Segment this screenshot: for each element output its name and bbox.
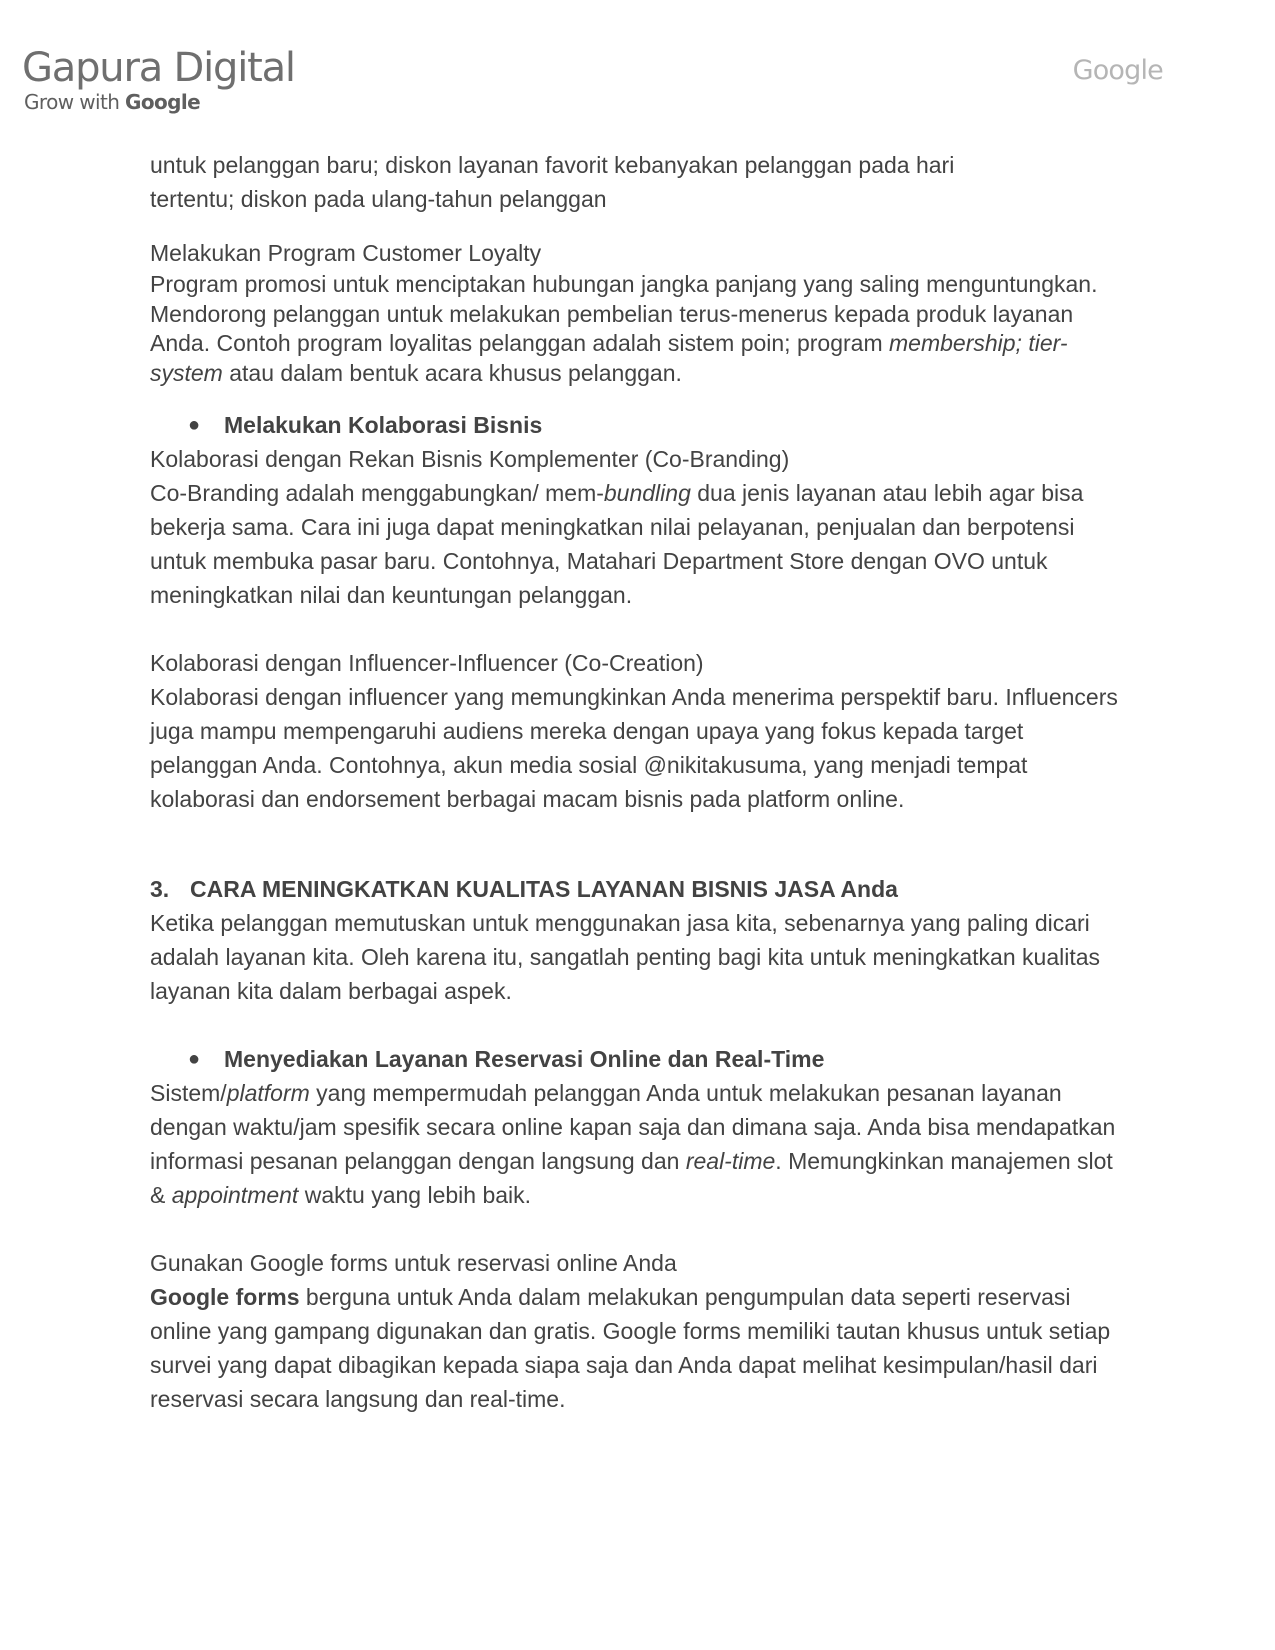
loyalty-title: Melakukan Program Customer Loyalty xyxy=(150,240,542,266)
cobranding-paragraph xyxy=(150,476,1125,612)
google-forms-title: Gunakan Google forms untuk reservasi online Anda xyxy=(150,1250,677,1276)
cocreation-title: Kolaborasi dengan Influencer-Influencer (Co-Creation) xyxy=(150,650,704,676)
reservation-text-1: Sistem/ xyxy=(150,1080,227,1106)
section-3-title: CARA MENINGKATKAN KUALITAS LAYANAN BISNIS JASA Anda xyxy=(190,876,898,902)
brand-subtitle xyxy=(24,90,295,114)
loyalty-text-1: Program promosi untuk menciptakan hubungan jangka panjang yang saling menguntungkan. Mendorong pelanggan untuk melakukan pembelian terus-menerus kepada produk layanan Anda. Contoh program loyalitas pelanggan adalah sistem poin; program xyxy=(150,271,1098,356)
cobranding-text-1: Co-Branding adalah menggabungkan/ mem- xyxy=(150,480,604,506)
section-3-paragraph: Ketika pelanggan memutuskan untuk menggunakan jasa kita, sebenarnya yang paling dicari adalah layanan kita. Oleh karena itu, sangatlah penting bagi kita untuk meningkatkan kualitas layanan kita dalam berbagai aspek. xyxy=(150,910,1101,1004)
google-forms-paragraph xyxy=(150,1280,1125,1416)
google-forms-text: berguna untuk Anda dalam melakukan pengumpulan data seperti reservasi online yang gampang digunakan dan gratis. Google forms memiliki tautan khusus untuk setiap survei yang dapat dibagikan kepada siapa saja dan Anda dapat melihat kesimpulan/hasil dari reservasi secara langsung dan real-time. xyxy=(150,1284,1111,1412)
section-3-heading xyxy=(150,872,1125,906)
loyalty-paragraph xyxy=(150,270,1125,388)
reservation-text-italic-3: appointment xyxy=(171,1182,299,1208)
google-forms-bold: Google forms xyxy=(150,1284,300,1310)
bullet-dot-icon: ● xyxy=(188,414,201,436)
cobranding-text-2: dua jenis layanan atau lebih agar bisa bekerja sama. Cara ini juga dapat meningkatkan nilai pelayanan, penjualan dan berpotensi untuk membuka pasar baru. Contohnya, Matahari Department Store dengan OVO untuk meningkatkan nilai dan keuntungan pelanggan. xyxy=(150,480,1084,608)
discount-line-1: untuk pelanggan baru; diskon layanan favorit kebanyakan pelanggan pada hari xyxy=(150,152,955,178)
section-3-number: 3. xyxy=(150,876,170,902)
cobranding-title: Kolaborasi dengan Rekan Bisnis Komplementer (Co-Branding) xyxy=(150,446,790,472)
brand-title: Gapura Digital xyxy=(22,45,295,91)
reservation-paragraph xyxy=(150,1076,1125,1212)
reservation-text-italic-2: real-time xyxy=(685,1148,776,1174)
document-body xyxy=(150,148,1125,1416)
reservation-text-italic-1: platform xyxy=(226,1080,310,1106)
reservation-text-2: yang mempermudah pelanggan Anda untuk melakukan pesanan layanan dengan waktu/jam spesifik secara online kapan saja dan dimana saja. Anda bisa mendapatkan informasi pesanan pelanggan dengan langsung dan xyxy=(150,1080,1116,1174)
bullet-dot-icon: ● xyxy=(188,1048,201,1070)
brand-logo xyxy=(22,44,295,114)
bullet-collaboration-label: Melakukan Kolaborasi Bisnis xyxy=(224,412,543,438)
reservation-text-4: waktu yang lebih baik. xyxy=(298,1182,532,1208)
loyalty-text-2: atau dalam bentuk acara khusus pelanggan. xyxy=(222,359,682,386)
discount-line-2: tertentu; diskon pada ulang-tahun pelanggan xyxy=(150,186,607,212)
discount-paragraph xyxy=(150,148,1125,216)
loyalty-text-italic: membership; tier-system xyxy=(150,330,1068,386)
brand-subtitle-google: Google xyxy=(125,90,201,114)
google-wordmark: Google xyxy=(1072,55,1163,86)
bullet-reservation xyxy=(150,1042,1125,1076)
cobranding-text-italic: bundling xyxy=(603,480,691,506)
brand-subtitle-prefix: Grow with xyxy=(24,90,120,114)
cocreation-paragraph: Kolaborasi dengan influencer yang memungkinkan Anda menerima perspektif baru. Influencers juga mampu mempengaruhi audiens mereka dengan upaya yang fokus kepada target pelanggan Anda. Contohnya, akun media sosial @nikitakusuma, yang menjadi tempat kolaborasi dan endorsement berbagai macam bisnis pada platform online. xyxy=(150,684,1118,812)
reservation-text-3: . Memungkinkan manajemen slot & xyxy=(150,1148,1113,1208)
bullet-collaboration xyxy=(150,408,1125,442)
bullet-reservation-label: Menyediakan Layanan Reservasi Online dan Real-Time xyxy=(224,1046,825,1072)
